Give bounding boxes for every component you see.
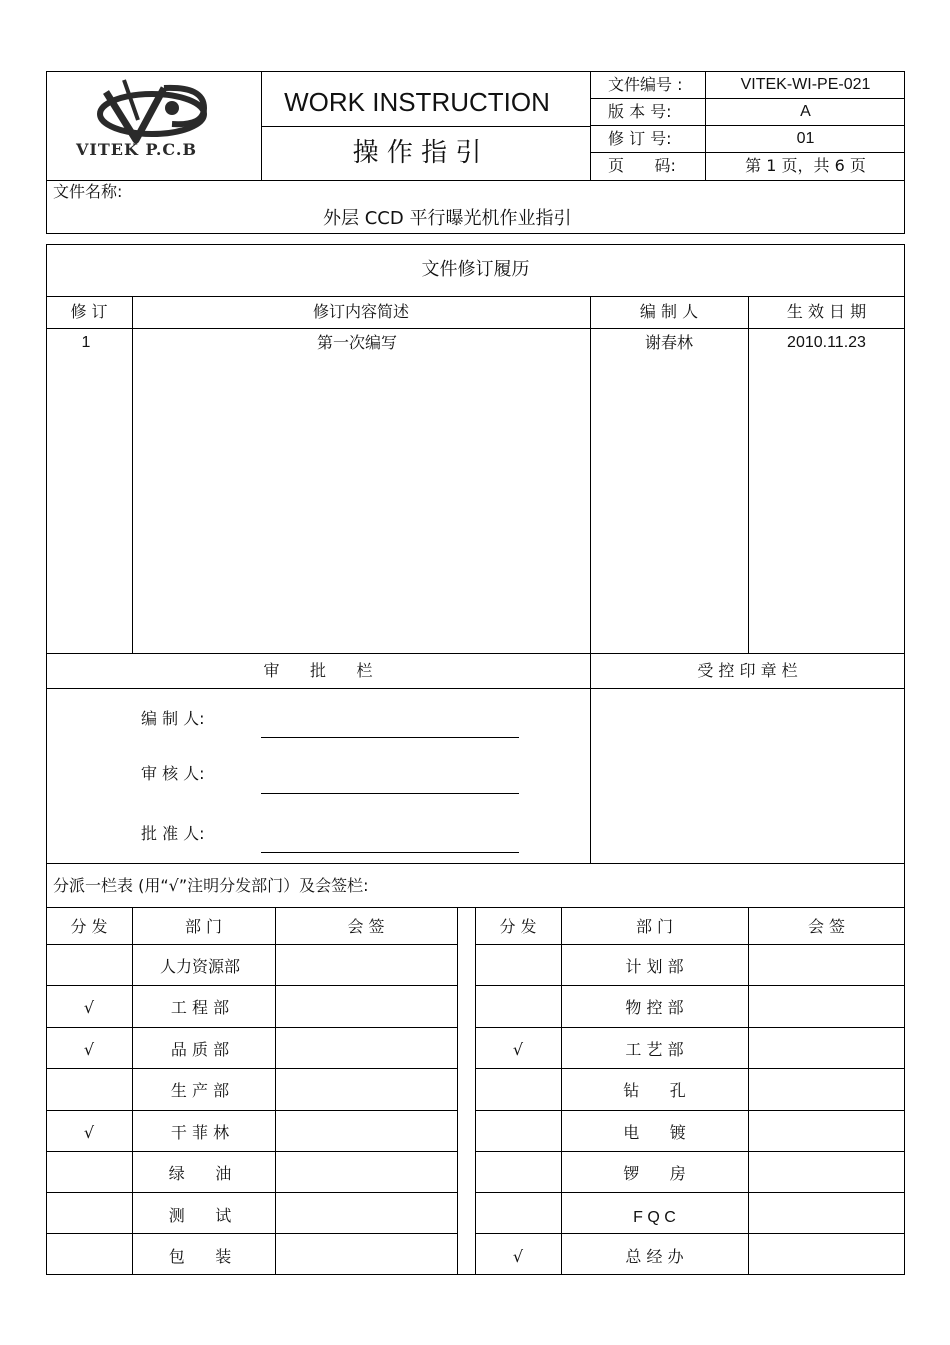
dist-right-dept: 总 经 办 bbox=[625, 1247, 684, 1266]
dist-right-header-sign: 会 签 bbox=[807, 917, 846, 936]
logo-text: VITEK P.C.B bbox=[76, 140, 197, 159]
dist-right-dept: 钻 孔 bbox=[623, 1081, 686, 1100]
dist-right-header-dept: 部 门 bbox=[635, 917, 674, 936]
meta-value-doc-number: VITEK-WI-PE-021 bbox=[740, 76, 871, 93]
approval-label-reviewer: 审 核 人: bbox=[141, 764, 205, 783]
distribution-title: 分派一栏表 (用“√”注明分发部门）及会签栏: bbox=[53, 876, 369, 895]
rev-header-revision: 修 订 bbox=[70, 302, 108, 321]
signature-line-author[interactable] bbox=[261, 737, 519, 738]
rev-cell-date: 2010.11.23 bbox=[787, 334, 866, 351]
dist-right-dept: 锣 房 bbox=[623, 1164, 686, 1183]
dist-left-dept: 测 试 bbox=[168, 1206, 232, 1225]
rev-header-content: 修订内容简述 bbox=[312, 302, 409, 321]
seal-title: 受 控 印 章 栏 bbox=[697, 661, 798, 680]
dist-left-header-dept: 部 门 bbox=[184, 917, 223, 936]
rev-cell-revision: 1 bbox=[81, 334, 91, 351]
dist-left-header-distribute: 分 发 bbox=[70, 917, 108, 936]
approval-label-author: 编 制 人: bbox=[141, 709, 205, 728]
dist-left-dept: 工 程 部 bbox=[170, 998, 230, 1017]
dist-left-dept: 绿 油 bbox=[168, 1164, 232, 1183]
dist-right-dept: F Q C bbox=[633, 1209, 676, 1226]
filename-label: 文件名称: bbox=[53, 182, 123, 201]
dist-left-mark[interactable]: √ bbox=[83, 998, 95, 1017]
approval-label-approver: 批 准 人: bbox=[141, 824, 205, 843]
revision-history-title: 文件修订履历 bbox=[421, 259, 530, 280]
dist-left-dept: 人力资源部 bbox=[159, 957, 240, 976]
filename-value: 外层 CCD 平行曝光机作业指引 bbox=[323, 208, 572, 229]
rev-cell-author: 谢春林 bbox=[644, 333, 693, 352]
dist-right-dept: 计 划 部 bbox=[625, 957, 684, 976]
meta-label-page: 页 码: bbox=[608, 156, 676, 175]
dist-right-dept: 物 控 部 bbox=[625, 998, 684, 1017]
signature-line-reviewer[interactable] bbox=[261, 793, 519, 794]
title-chinese: 操 作 指 引 bbox=[352, 138, 482, 168]
dist-left-dept: 生 产 部 bbox=[170, 1081, 230, 1100]
signature-line-approver[interactable] bbox=[261, 852, 519, 853]
approval-title: 审 批 栏 bbox=[263, 661, 373, 680]
dist-right-mark[interactable]: √ bbox=[512, 1247, 524, 1266]
title-english: WORK INSTRUCTION bbox=[284, 87, 550, 117]
dist-left-header-sign: 会 签 bbox=[347, 917, 385, 936]
dist-right-mark[interactable]: √ bbox=[512, 1040, 524, 1059]
meta-label-doc-number: 文件编号 : bbox=[608, 75, 683, 94]
rev-header-date: 生 效 日 期 bbox=[786, 302, 867, 321]
meta-value-version: A bbox=[800, 103, 811, 120]
meta-value-page: 第 1 页，共 6 页 bbox=[745, 156, 866, 175]
dist-right-header-distribute: 分 发 bbox=[499, 917, 537, 936]
dist-left-mark[interactable]: √ bbox=[83, 1123, 95, 1142]
meta-label-version: 版 本 号: bbox=[608, 102, 672, 121]
dist-left-mark[interactable]: √ bbox=[83, 1040, 95, 1059]
rev-cell-content: 第一次编写 bbox=[316, 333, 397, 352]
company-logo bbox=[54, 74, 244, 174]
dist-right-dept: 电 镀 bbox=[623, 1123, 686, 1142]
dist-right-dept: 工 艺 部 bbox=[625, 1040, 684, 1059]
dist-left-dept: 干 菲 林 bbox=[170, 1123, 230, 1142]
meta-label-revision: 修 订 号: bbox=[608, 129, 672, 148]
dist-left-dept: 包 装 bbox=[168, 1247, 232, 1266]
dist-left-dept: 品 质 部 bbox=[170, 1040, 230, 1059]
rev-header-author: 编 制 人 bbox=[639, 302, 699, 321]
meta-value-revision: 01 bbox=[796, 130, 815, 147]
